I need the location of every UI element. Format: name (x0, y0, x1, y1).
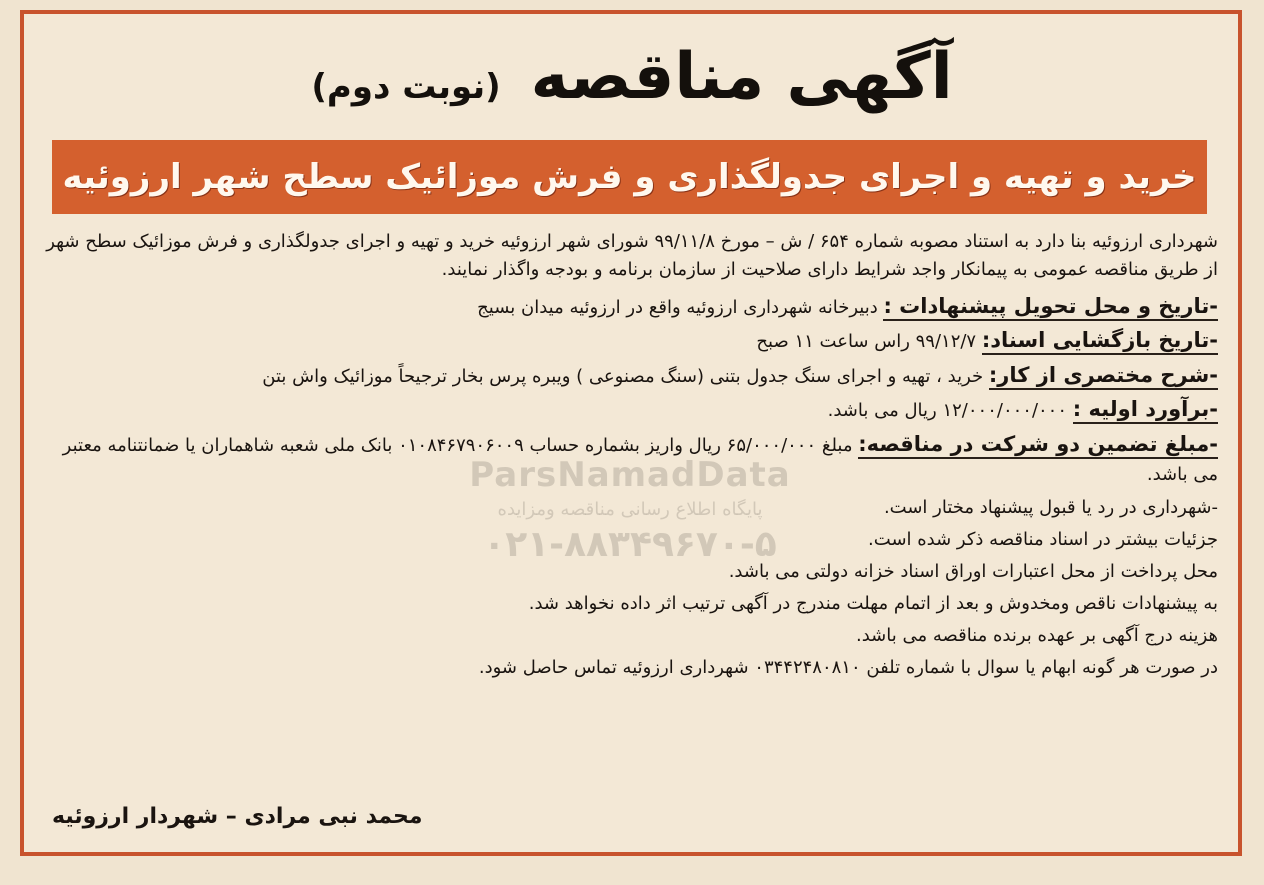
note-line: محل پرداخت از محل اعتبارات اوراق اسناد خزانه دولتی می باشد. (728, 561, 1218, 583)
title-row (0, 40, 1264, 114)
signature: محمد نبی مرادی – شهردار ارزوئیه (52, 804, 423, 829)
intro-paragraph: شهرداری ارزوئیه بنا دارد به استناد مصوبه شماره ۶۵۴ / ش – مورخ ۹۹/۱۱/۸ شورای شهر ارزوئیه خرید و تهیه و اجرای جدولگذاری و فرش موزائیک سطح شهر از طریق مناقصه عمومی به پیمانکار واجد شرایط دارای صلاحیت از سازمان برنامه و بودجه واگذار نمایند. (46, 231, 1218, 280)
notes-list (40, 494, 1218, 681)
note-line: هزینه درج آگهی بر عهده برنده مناقصه می باشد. (856, 624, 1218, 646)
notice-body (40, 228, 1218, 686)
item-label: -مبلغ تضمین دو شرکت در مناقصه: (858, 432, 1218, 459)
item-label: -شرح مختصری از کار: (989, 363, 1218, 390)
item-value: خرید ، تهیه و اجرای سنگ جدول بتنی (سنگ مصنوعی ) ویبره پرس بخار ترجیحاً موزائیک واش بتن (262, 365, 989, 387)
item-delivery (40, 290, 1218, 323)
item-label: -تاریخ بازگشایی اسناد: (982, 328, 1218, 355)
note-line: در صورت هر گونه ابهام یا سوال با شماره تلفن ۰۳۴۴۲۴۸۰۸۱۰ شهرداری ارزوئیه تماس حاصل شود. (478, 656, 1218, 678)
item-label: -برآورد اولیه : (1073, 397, 1218, 424)
watermark-tagline: پایگاه اطلاع رسانی مناقصه ومزایده (497, 499, 763, 520)
item-estimate (40, 393, 1218, 426)
item-guarantee (40, 428, 1218, 488)
item-description (40, 359, 1218, 392)
item-label: -تاریخ و محل تحویل پیشنهادات : (883, 294, 1218, 321)
item-opening (40, 324, 1218, 357)
item-value: دبیرخانه شهرداری ارزوئیه واقع در ارزوئیه میدان بسیج (477, 296, 884, 318)
note-line: به پیشنهادات ناقص ومخدوش و بعد از اتمام مهلت مندرج در آگهی ترتیب اثر داده نخواهد شد. (528, 593, 1218, 615)
notice-round: (نوبت دوم) (311, 67, 501, 107)
note-line: جزئیات بیشتر در اسناد مناقصه ذکر شده است. (868, 529, 1218, 551)
watermark-phone: ۰۲۱-۸۸۳۴۹۶۷۰-۵ (483, 524, 777, 565)
subject-text: خرید و تهیه و اجرای جدولگذاری و فرش موزائیک سطح شهر ارزوئیه (62, 157, 1197, 197)
item-value: ۹۹/۱۲/۷ راس ساعت ۱۱ صبح (756, 331, 982, 353)
watermark-brand: ParsNamadData (469, 455, 791, 495)
subject-banner (52, 140, 1207, 214)
notice-title: آگهی مناقصه (530, 40, 953, 114)
note-line: -شهرداری در رد یا قبول پیشنهاد مختار است. (883, 497, 1218, 519)
item-value: ۱۲/۰۰۰/۰۰۰/۰۰۰ ریال می باشد. (827, 400, 1073, 422)
item-value: مبلغ ۶۵/۰۰۰/۰۰۰ ریال واریز بشماره حساب ۰۱۰۸۴۶۷۹۰۶۰۰۹ بانک ملی شعبه شاهماران یا ضمانتنامه معتبر می باشد. (62, 434, 1218, 485)
